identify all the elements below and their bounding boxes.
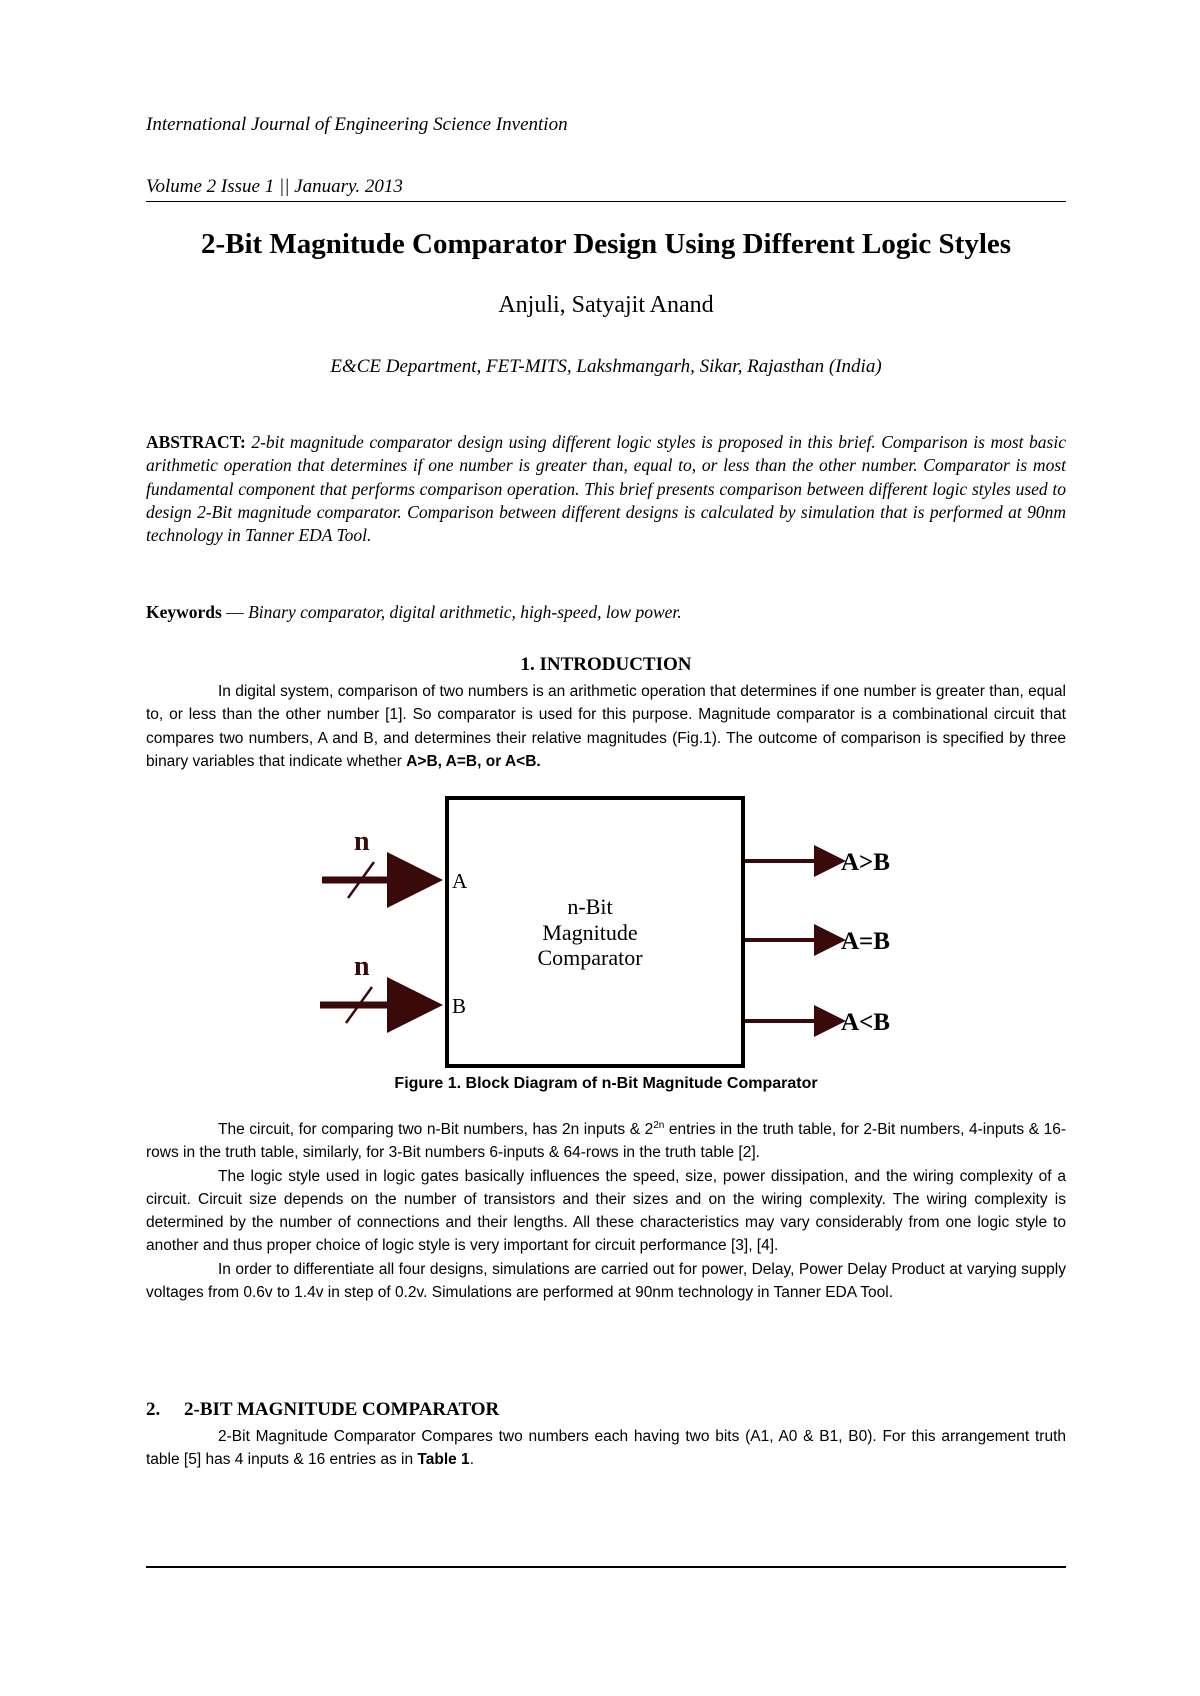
block-label-line2: Magnitude [542, 920, 638, 945]
truth-table-superscript: 2n [653, 1119, 665, 1131]
port-b-label: B [452, 994, 467, 1018]
port-a-label: A [452, 869, 468, 893]
footer-rule [146, 1566, 1066, 1568]
paper-authors: Anjuli, Satyajit Anand [498, 292, 714, 318]
intro-bold-outcomes: A>B, A=B, or A<B. [406, 752, 541, 770]
section-2-text-end: . [469, 1451, 474, 1469]
block-label-line1: n-Bit [567, 894, 613, 919]
section-heading-2bit-comparator [146, 1399, 499, 1421]
truth-table-paragraph [146, 1118, 1066, 1165]
block-label-line3: Comparator [537, 945, 643, 970]
section-2-paragraph [146, 1425, 1066, 1472]
section-2-text: 2-Bit Magnitude Comparator Compares two numbers each having two bits (A1, A0 & B1, B0). For this arrangement truth table [5] has 4 inputs & 16 entries as in [146, 1428, 1066, 1469]
abstract-label: ABSTRACT: [146, 432, 246, 452]
figure-1-caption: Figure 1. Block Diagram of n-Bit Magnitude Comparator [394, 1075, 818, 1092]
keywords-separator: — [221, 602, 249, 622]
logic-style-paragraph: The logic style used in logic gates basically influences the speed, size, power dissipation, and the wiring complexity of a circuit. Circuit size depends on the number of transistors and their sizes and on the wiring complexity. The wiring complexity is determined by the number of connections and their lengths. All these characteristics may vary considerably from one logic style to another and thus proper choice of logic style is very important for circuit performance [3], [4]. [146, 1167, 1066, 1255]
header-rule [146, 201, 1066, 202]
output-lt-label: A<B [841, 1009, 890, 1036]
journal-volume: Volume 2 Issue 1 || January. 2013 [146, 176, 403, 197]
section-2-number: 2. [146, 1399, 161, 1420]
table-1-reference: Table 1 [417, 1451, 470, 1469]
introduction-paragraph [146, 680, 1066, 773]
keywords-text: Binary comparator, digital arithmetic, high-speed, low power. [248, 602, 682, 622]
section-heading-introduction: 1. INTRODUCTION [520, 654, 692, 675]
paper-title: 2-Bit Magnitude Comparator Design Using Different Logic Styles [200, 228, 1012, 260]
keywords [146, 602, 1066, 623]
keywords-label: Keywords [146, 602, 222, 622]
output-eq-label: A=B [841, 928, 890, 955]
journal-name: International Journal of Engineering Science Invention [146, 114, 568, 135]
abstract [146, 431, 1066, 547]
block-diagram-figure [310, 788, 910, 1078]
abstract-text: 2-bit magnitude comparator design using different logic styles is proposed in this brief. Comparison is most basic arithmetic operation that determines if one number is greater than, equal to, or less than the other number. Comparator is most fundamental component that performs comparison operation. This brief presents comparison between different logic styles used to design 2-Bit magnitude comparator. Comparison between different designs is calculated by simulation that is performed at 90nm technology in Tanner EDA Tool. [146, 432, 1066, 546]
section-2-title: 2-BIT MAGNITUDE COMPARATOR [184, 1399, 500, 1420]
input-a-width-label: n [354, 826, 370, 857]
truth-table-text-a: The circuit, for comparing two n-Bit numbers, has 2n inputs & 2 [218, 1121, 654, 1138]
paper-affiliation: E&CE Department, FET-MITS, Lakshmangarh, Sikar, Rajasthan (India) [330, 356, 882, 377]
intro-text: In digital system, comparison of two numbers is an arithmetic operation that determines if one number is greater than, equal to, or less than the other number [1]. So comparator is used for this purpose. Magnitude comparator is a combinational circuit that compares two numbers, A and B, and determines their relative magnitudes (Fig.1). The outcome of comparison is specified by three binary variables that indicate whether [146, 683, 1066, 770]
input-b-width-label: n [354, 951, 370, 982]
truth-table-text-b: entries in the truth table, for 2-Bit numbers, 4-inputs & 16-rows in the truth table, similarly, for 3-Bit numbers 6-inputs & 64-rows in the truth table [2]. [146, 1121, 1066, 1162]
output-gt-label: A>B [841, 849, 890, 876]
simulation-paragraph: In order to differentiate all four designs, simulations are carried out for power, Delay, Power Delay Product at varying supply voltages from 0.6v to 1.4v in step of 0.2v. Simulations are performed at 90nm technology in Tanner EDA Tool. [146, 1260, 1066, 1302]
introduction-continued [146, 1118, 1066, 1304]
